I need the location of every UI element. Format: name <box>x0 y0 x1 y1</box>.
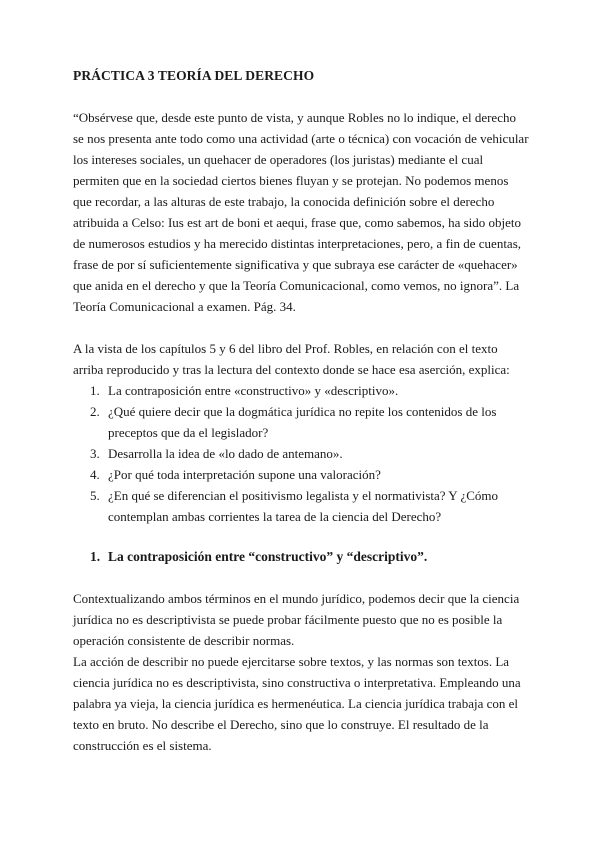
question-item <box>73 401 530 443</box>
section-title: La contraposición entre “constructivo” y “descriptivo”. <box>108 549 428 564</box>
question-item <box>73 464 530 485</box>
question-number: 4. <box>90 467 100 482</box>
question-number: 1. <box>90 383 100 398</box>
question-item <box>73 443 530 464</box>
question-number: 5. <box>90 488 100 503</box>
page-title: PRÁCTICA 3 TEORÍA DEL DERECHO <box>73 68 315 83</box>
question-text: La contraposición entre «constructivo» y «descriptivo». <box>108 383 399 398</box>
section-heading <box>73 546 530 567</box>
quote-paragraph: “Obsérvese que, desde este punto de vista, y aunque Robles no lo indique, el derecho se nos presenta ante todo como una actividad (arte o técnica) con vocación de vehicular los intereses sociales, un quehacer de operadores (los juristas) mediante el cual permiten que en la sociedad ciertos bienes fluyan y se protejan. No podemos menos que recordar, a las alturas de este trabajo, la conocida definición sobre el derecho atribuida a Celso: Ius est art de boni et aequi, frase que, como sabemos, ha sido objeto de numerosos estudios y ha merecido distintas interpretaciones, pero, a fin de cuentas, frase de por sí suficientemente significativa y que subraya ese carácter de «quehacer» que anida en el derecho y que la Teoría Comunicacional, como vemos, no ignora”. La Teoría Comunicacional a examen. Pág. 34. <box>73 110 529 314</box>
question-item <box>73 485 530 527</box>
question-list <box>73 380 530 527</box>
question-text: ¿En qué se diferencian el positivismo legalista y el normativista? Y ¿Cómo contemplan ambas corrientes la tarea de la ciencia del Derecho? <box>108 488 499 524</box>
answer-paragraph-1: Contextualizando ambos términos en el mundo jurídico, podemos decir que la ciencia jurídica no es descriptivista se puede probar fácilmente puesto que no es posible la operación consistente de describir normas. <box>73 591 520 648</box>
task-paragraph: A la vista de los capítulos 5 y 6 del libro del Prof. Robles, en relación con el texto arriba reproducido y tras la lectura del contexto donde se hace esa aserción, explica: <box>73 341 510 377</box>
answer-paragraph-2: La acción de describir no puede ejercitarse sobre textos, y las normas son textos. La ciencia jurídica no es descriptivista, sino constructiva o interpretativa. Empleando una palabra ya vieja, la ciencia jurídica es hermenéutica. La ciencia jurídica trabaja con el texto en bruto. No describe el Derecho, sino que lo construye. El resultado de la construcción es el sistema. <box>73 654 521 753</box>
question-item <box>73 380 530 401</box>
question-text: Desarrolla la idea de «lo dado de antemano». <box>108 446 343 461</box>
section-number: 1. <box>90 549 101 564</box>
question-text: ¿Qué quiere decir que la dogmática jurídica no repite los contenidos de los preceptos que da el legislador? <box>108 404 497 440</box>
question-number: 2. <box>90 404 100 419</box>
question-number: 3. <box>90 446 100 461</box>
question-text: ¿Por qué toda interpretación supone una valoración? <box>108 467 381 482</box>
